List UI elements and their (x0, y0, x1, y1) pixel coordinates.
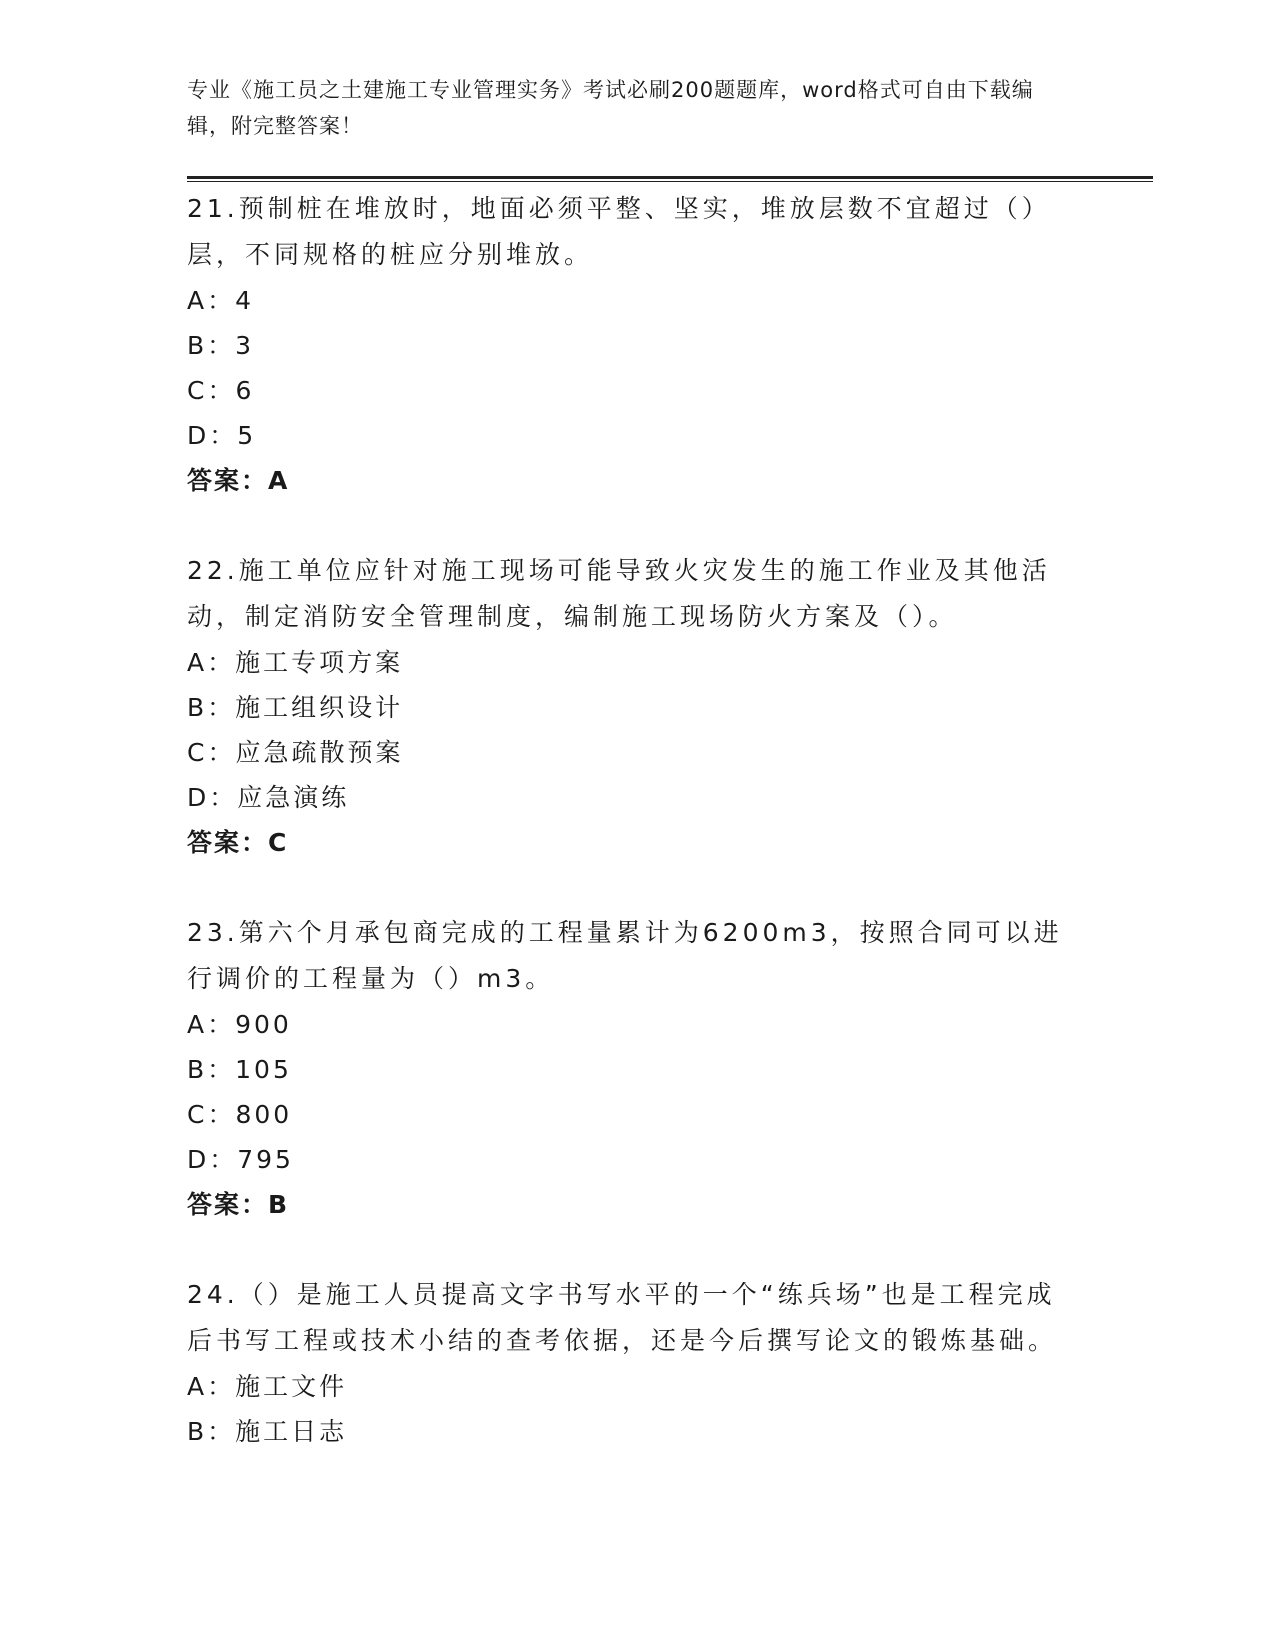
option-c: C：应急疏散预案 (187, 738, 404, 767)
option-b: B：105 (187, 1055, 292, 1084)
document-header: 专业《施工员之土建施工专业管理实务》考试必刷200题题库，word格式可自由下载编辑，附完整答案！ (187, 78, 1034, 138)
option-b: B：施工日志 (187, 1417, 348, 1446)
question-stem: 24.（）是施工人员提高文字书写水平的一个“练兵场”也是工程完成后书写工程或技术小结的查考依据，还是今后撰写论文的锻炼基础。 (187, 1280, 1058, 1355)
option-c: C：800 (187, 1100, 293, 1129)
option-c: C：6 (187, 376, 255, 405)
answer-line: 答案：B (187, 1190, 290, 1219)
question-stem: 22.施工单位应针对施工现场可能导致火灾发生的施工作业及其他活动，制定消防安全管理制度，编制施工现场防火方案及（）。 (187, 556, 1051, 631)
option-a: A：900 (187, 1010, 292, 1039)
answer-line: 答案：A (187, 466, 290, 495)
question-24 (187, 1272, 1067, 1454)
option-a: A：4 (187, 286, 255, 315)
option-b: B：施工组织设计 (187, 693, 404, 722)
option-b: B：3 (187, 331, 255, 360)
question-stem: 21.预制桩在堆放时，地面必须平整、坚实，堆放层数不宜超过（）层，不同规格的桩应分别堆放。 (187, 194, 1051, 269)
option-d: D：应急演练 (187, 783, 350, 812)
option-a: A：施工文件 (187, 1372, 348, 1401)
answer-line: 答案：C (187, 828, 289, 857)
option-d: D：5 (187, 421, 257, 450)
header-divider-thick (187, 176, 1153, 179)
option-d: D：795 (187, 1145, 294, 1174)
question-21 (187, 186, 1067, 503)
question-23 (187, 910, 1067, 1227)
header-divider-thin (187, 181, 1153, 182)
question-stem: 23.第六个月承包商完成的工程量累计为6200m3，按照合同可以进行调价的工程量为（）m3。 (187, 918, 1063, 993)
question-22 (187, 548, 1067, 865)
option-a: A：施工专项方案 (187, 648, 404, 677)
